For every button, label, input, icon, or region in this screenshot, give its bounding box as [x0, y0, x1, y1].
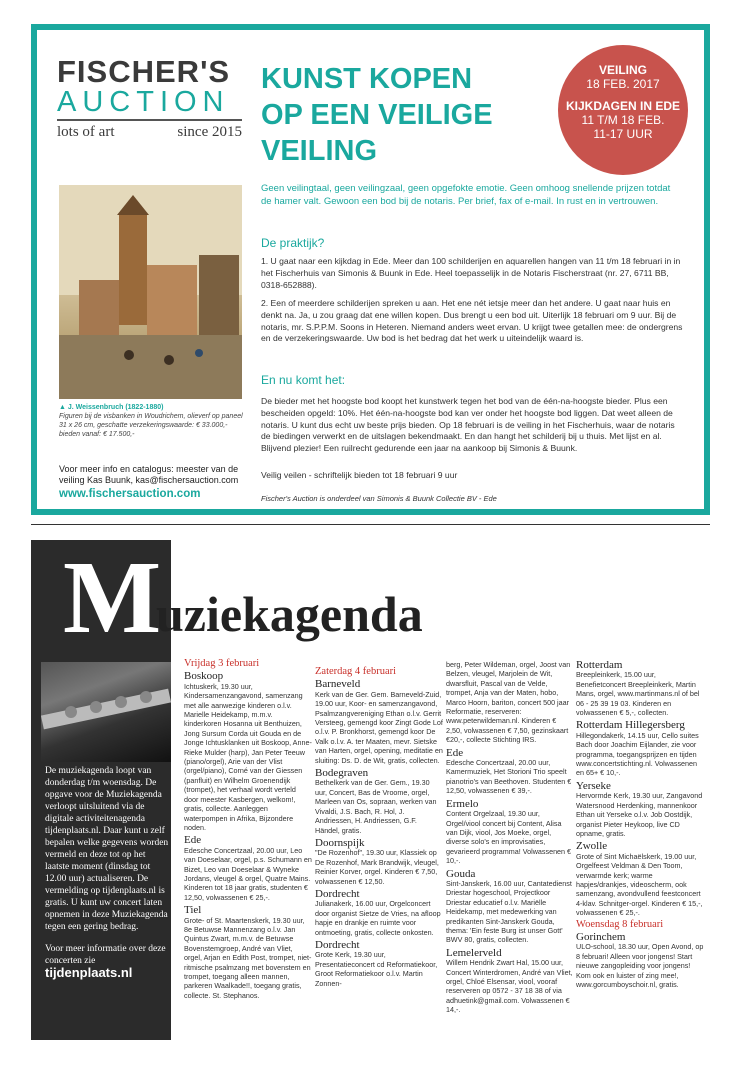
- agenda-city: Ede: [446, 746, 464, 759]
- agenda-city: Yerseke: [576, 779, 611, 792]
- flute-illustration: [41, 662, 171, 762]
- agenda-city: Tiel: [184, 904, 202, 917]
- agenda-day: Zaterdag 4 februari: [315, 666, 397, 677]
- agenda-city: Dordrecht: [315, 887, 360, 900]
- paragraph-1: 1. U gaat naar een kijkdag in Ede. Meer dan 100 schilderijen en aquarellen hangen van 11 t/m 18 februari in in het Fischerhuis van Simonis & Buunk in Ede. Heel toepasselijk in de Notaris Fischerstraat (nr. 27, 6711 BB, 0318-652888).: [261, 256, 681, 290]
- logo-since: since 2015: [177, 124, 242, 140]
- ad-footnote: Fischer's Auction is onderdeel van Simonis & Buunk Collectie BV - Ede: [261, 494, 497, 503]
- agenda-info-text: De muziekagenda loopt van donderdag t/m woensdag. De opgave voor de Muziekagenda verloopt uitsluitend via de digitale activiteitenagenda tijdenplaats.nl. Daar kunt u zelf bepalen welke gegevens worden vermeld en deze tot op het laatste moment (dinsdag tot 12.00 uur) actualiseren. De vermelding op tijdenplaats.nl is gratis. U kunt uw concert laten opnemen in deze Muziekagenda tegen een gering bedrag.: [45, 766, 169, 932]
- flute-image: [41, 662, 171, 762]
- ad-headline: [261, 61, 561, 169]
- agenda-event: Willem Hendrik Zwart Hal, 15.00 uur, Concert Winterdromen, André van Vliet, orgel, Chloé Elsensar, viool, vooraf reserveren op 0572 - 37 18 38 of via adhuetink@gmail.com. Volwassenen € 14,-.: [446, 958, 573, 1015]
- agenda-event: Bethelkerk van de Ger. Gem., 19.30 uur, Concert, Bas de Vroome, orgel, Marleen van Os, sopraan, werken van Vivaldi, J.S. Bach, R. Hol, J. Andriessen, H. Andriessen, G.F. Händel, gratis.: [315, 778, 437, 835]
- headline-line: KUNST KOPEN: [261, 63, 473, 95]
- agenda-city: Dordrecht: [315, 938, 360, 951]
- agenda-event: Edesche Concertzaal, 20.00 uur, Kamermuziek, Het Storioni Trio speelt pianotrio's van Beethoven. Studenten € 12,50, volwassenen € 39,-.: [446, 758, 572, 796]
- agenda-event: Grote of Sint Michaëlskerk, 19.00 uur, Orgelfeest Veldman & Den Toom, verwarmde kerk; warme hapjes/drankjes, videoscherm, ook samenzang, avondvullend feestconcert 4-klav. Schnitger-orgel. Kinderen € 15,-, volwassenen € 25,-.: [576, 851, 703, 918]
- auction-date-badge: [558, 45, 688, 175]
- paragraph-2: 2. Een of meerdere schilderijen spreken u aan. Het ene nét ietsje meer dan het andere. U gaat naar huis en denkt na. Ja, u zou graag dat ene willen kopen. Dus brengt u een bod uit. Uiterlijk 18 februari om 9 uur. Bij de notaris, mr. S.P.P.M. Soons in Heteren. Niemand anders weet ervan. U krijgt twee getallen mee: de ondergrens en de verzekeringswaarde. Uw bod is het bedrag dat het werk u uiteindelijk waard is.: [261, 298, 683, 344]
- section-title-nu: En nu komt het:: [261, 373, 346, 387]
- agenda-city: Ermelo: [446, 797, 479, 810]
- fischers-auction-logo: [57, 56, 242, 141]
- agenda-city: Boskoop: [184, 670, 224, 683]
- caption-title: ▲ J. Weissenbruch (1822-1880): [59, 404, 164, 411]
- logo-top: FISCHER'S: [57, 54, 231, 89]
- agenda-city: Ede: [184, 834, 202, 847]
- auction-advertisement: [31, 24, 710, 515]
- badge-line: KIJKDAGEN IN EDE: [565, 99, 681, 113]
- agenda-city: Lemelerveld: [446, 946, 502, 959]
- agenda-column-4: [576, 657, 704, 991]
- agenda-event: Hillegondakerk, 14.15 uur, Cello suites Bach door Joachim Eijlander, zie voor programma, toegangsprijzen en tijden www.concertstichting.nl. Volwassenen en 65+ € 10,-.: [576, 730, 699, 778]
- agenda-city: Gorinchem: [576, 930, 626, 943]
- agenda-event: "De Rozenhof", 19.30 uur, Klassiek op De Rozenhof, Mark Brandwijk, vleugel, Reinier Korver, orgel. Kinderen € 7,50, volwassenen € 12,50.: [315, 848, 439, 886]
- headline-line: OP EEN VEILIGE: [261, 99, 493, 131]
- agenda-event: Julianakerk, 16.00 uur, Orgelconcert door organist Sietze de Vries, na afloop hapje en drankje en ruimte voor ontmoeting, gratis, collecte onkosten.: [315, 899, 441, 937]
- agenda-event: Grote Kerk, 19.30 uur, Presentatieconcert cd Reformatiekoor, Groot Reformatiekoor o.l.v. Martin Zonnen-: [315, 950, 438, 988]
- agenda-city: Bodegraven: [315, 767, 369, 780]
- badge-line: 11-17 UUR: [593, 127, 653, 141]
- agenda-event: Content Orgelzaal, 19.30 uur, Orgel/viool concert bij Content, Alisa van Dijk, viool, Jos Moeke, orgel, diverse solo's en improvisaties, gevarieerd programma! Volwassenen € 10,-.: [446, 809, 572, 866]
- agenda-column-2: [315, 665, 443, 990]
- agenda-event: Breepleinkerk, 15.00 uur, Benefietconcert Breepleinkerk, Martin Mans, orgel, www.martinmans.nl of bel 06 - 25 39 19 03. Kinderen en volwassenen € 5,-, collecten.: [576, 670, 700, 718]
- agenda-initial: M: [63, 540, 162, 655]
- agenda-event: Sint-Janskerk, 16.00 uur, Cantatedienst Driestar hogeschool, Projectkoor Driestar educatief o.l.v. Mariëlle Heidekamp, met medewerking van predikanten Sint-Janskerk Gouda, thema: 'Ein feste Burg ist unser Gott' BWV 80, gratis, collecten.: [446, 878, 572, 945]
- paragraph-3: De bieder met het hoogste bod koopt het kunstwerk tegen het bod van de één-na-hoogste bieder. Plus een bescheiden opgeld: 10%. Het één-na-hoogste bod kan ver onder het hoogste bod liggen. Dat weet alleen de notaris. U kunt dus echt uw beste prijs bieden. Op 18 februari is de veiling in het Fischerhuis, waar de notaris de biedingen verwerkt en de uitslagen bekendmaakt. En dan hangt het schilderij bij u thuis. Met lijst en al. Blijvend plezier! Een ruilrecht gedurende een jaar na aankoop bij Simonis & Buunk.: [261, 396, 675, 454]
- agenda-info-link[interactable]: tijdenplaats.nl: [45, 965, 133, 980]
- painting-caption: [59, 403, 244, 439]
- agenda-city: Rotterdam Hillegersberg: [576, 719, 685, 732]
- agenda-event: Kerk van de Ger. Gem. Barneveld-Zuid, 19.00 uur, Koor- en samenzangavond, Psalmzangvereniging Ethan o.l.v. Gerrit Versteeg, gemengd koor Zingt Gode Lof o.l.v. P. Bronkhorst, gemengd koor De Valk o.l.v. A. ter Maaten, mevr. Sietske van Harten, orgel, opening, meditatie en sluiting: Ds. D. de Wit, gratis, collecten.: [315, 689, 443, 765]
- agenda-event: berg, Peter Wildeman, orgel, Joost van Belzen, vleugel, Marjolein de Wit, dwarsfluit, Pascal van de Velde, trompet, Anja van der Maten, hobo, Marco Hoorn, bariton, concert 500 jaar Reformatie, reserveren: www.peterwildeman.nl. Kinderen € 2,50, volwassenen € 7,50, gezinskaart €20,-, collecte Stichting IRS.: [446, 660, 571, 745]
- logo-mid: AUCTION: [57, 88, 242, 121]
- agenda-column-3: [446, 660, 574, 1017]
- ad-intro: Geen veilingtaal, geen veilingzaal, geen opgefokte emotie. Geen omhoog snellende prijzen totdat de hamer valt. Gewoon een bod bij de notaris. Per brief, fax of e-mail. In rust en in vertrouwen.: [261, 183, 671, 207]
- website-link[interactable]: www.fischersauction.com: [59, 488, 201, 500]
- agenda-column-1: [184, 657, 312, 1002]
- agenda-city: Barneveld: [315, 678, 361, 691]
- agenda-city: Zwolle: [576, 840, 608, 853]
- agenda-city: Doornspijk: [315, 836, 365, 849]
- agenda-city: Rotterdam: [576, 659, 623, 671]
- agenda-event: Ichtuskerk, 19.30 uur, Kindersamenzangavond, samenzang met alle aanwezige kinderen o.l.v. Marielle Heidekamp, m.m.v. kinderkoren Hosanna uit Benthuizen, Jong Sursum Corda uit Gouda en de Jonge Ichtusklanken uit Boskoop, Anne-Rieke Mulder (harp), Jan Peter Teeuw (piano/orgel), Arie van der Vlist (orgel/piano), Corné van der Giessen (panfluit) en Wilhelm Groenendijk (trompet), het verhaal wordt verteld door meester Kasbergen, welkom!, gratis, collecte. Aanleggen waterpompen in Afrika, Bijzondere noden.: [184, 681, 312, 832]
- agenda-event: Edesche Concertzaal, 20.00 uur, Leo van Doeselaar, orgel, p.s. Schumann en Bizet, Leo van Doeselaar & Wyneke Jordans, vleugel & orgel, Quatre Mains. Kinderen tot 18 jaar gratis, studenten € 12,50, volwassenen € 25,-.: [184, 845, 312, 902]
- caption-body: Figuren bij de visbanken in Woudrichem, olieverf op paneel 31 x 26 cm, geschatte verzekeringswaarde: € 33.000,- bieden vanaf: € 17.500,-: [59, 413, 243, 438]
- logo-tagline: lots of art: [57, 124, 115, 140]
- badge-line: 18 FEB. 2017: [586, 77, 660, 91]
- paragraph-4: Veilig veilen - schriftelijk bieden tot 18 februari 9 uur: [261, 470, 458, 480]
- agenda-city: Gouda: [446, 867, 476, 880]
- agenda-title: uziekagenda: [156, 586, 423, 642]
- contact-info: Voor meer info en catalogus: meester van de veiling Kas Buunk, kas@fischersauction.com: [59, 464, 239, 485]
- section-title-praktijk: De praktijk?: [261, 236, 325, 250]
- agenda-event: Hervormde Kerk, 19.30 uur, Zangavond Watersnood Herdenking, mannenkoor Ethan uit Yerseke o.l.v. Job Oostdijk, organist Pieter Heykoop, live CD opname, gratis.: [576, 791, 703, 838]
- badge-line: VEILING: [598, 63, 647, 77]
- agenda-info-more: Voor meer informatie over deze concerten zie: [45, 944, 166, 966]
- agenda-event: ULO-school, 18.30 uur, Open Avond, op 8 februari! Alleen voor jongens! Start nieuwe zangopleiding voor jongens! Kom ook en luister of zing mee!, www.gorcumboyschoir.nl, gratis.: [576, 942, 704, 989]
- divider: [31, 524, 710, 525]
- headline-line: VEILING: [261, 135, 378, 167]
- painting-illustration: [59, 185, 242, 399]
- agenda-event: Grote- of St. Maartenskerk, 19.30 uur, 8e Betuwse Mannenzang o.l.v. Jan Quintus Zwart, m.m.v. de Betuwse Bovenstemgroep, André van Vliet, orgel, Arjan en Edith Post, trompet, niet-ritmische psalmzang met bovenstem en trompet, toegang alleen mannen, parkeren Waalkade!!, toegang gratis, collecte. St. Stephanos.: [184, 915, 312, 1000]
- badge-line: 11 T/M 18 FEB.: [581, 113, 665, 127]
- agenda-day: Vrijdag 3 februari: [184, 658, 260, 669]
- agenda-day: Woensdag 8 februari: [576, 918, 664, 930]
- agenda-info: [45, 765, 169, 979]
- painting-image: [59, 185, 242, 399]
